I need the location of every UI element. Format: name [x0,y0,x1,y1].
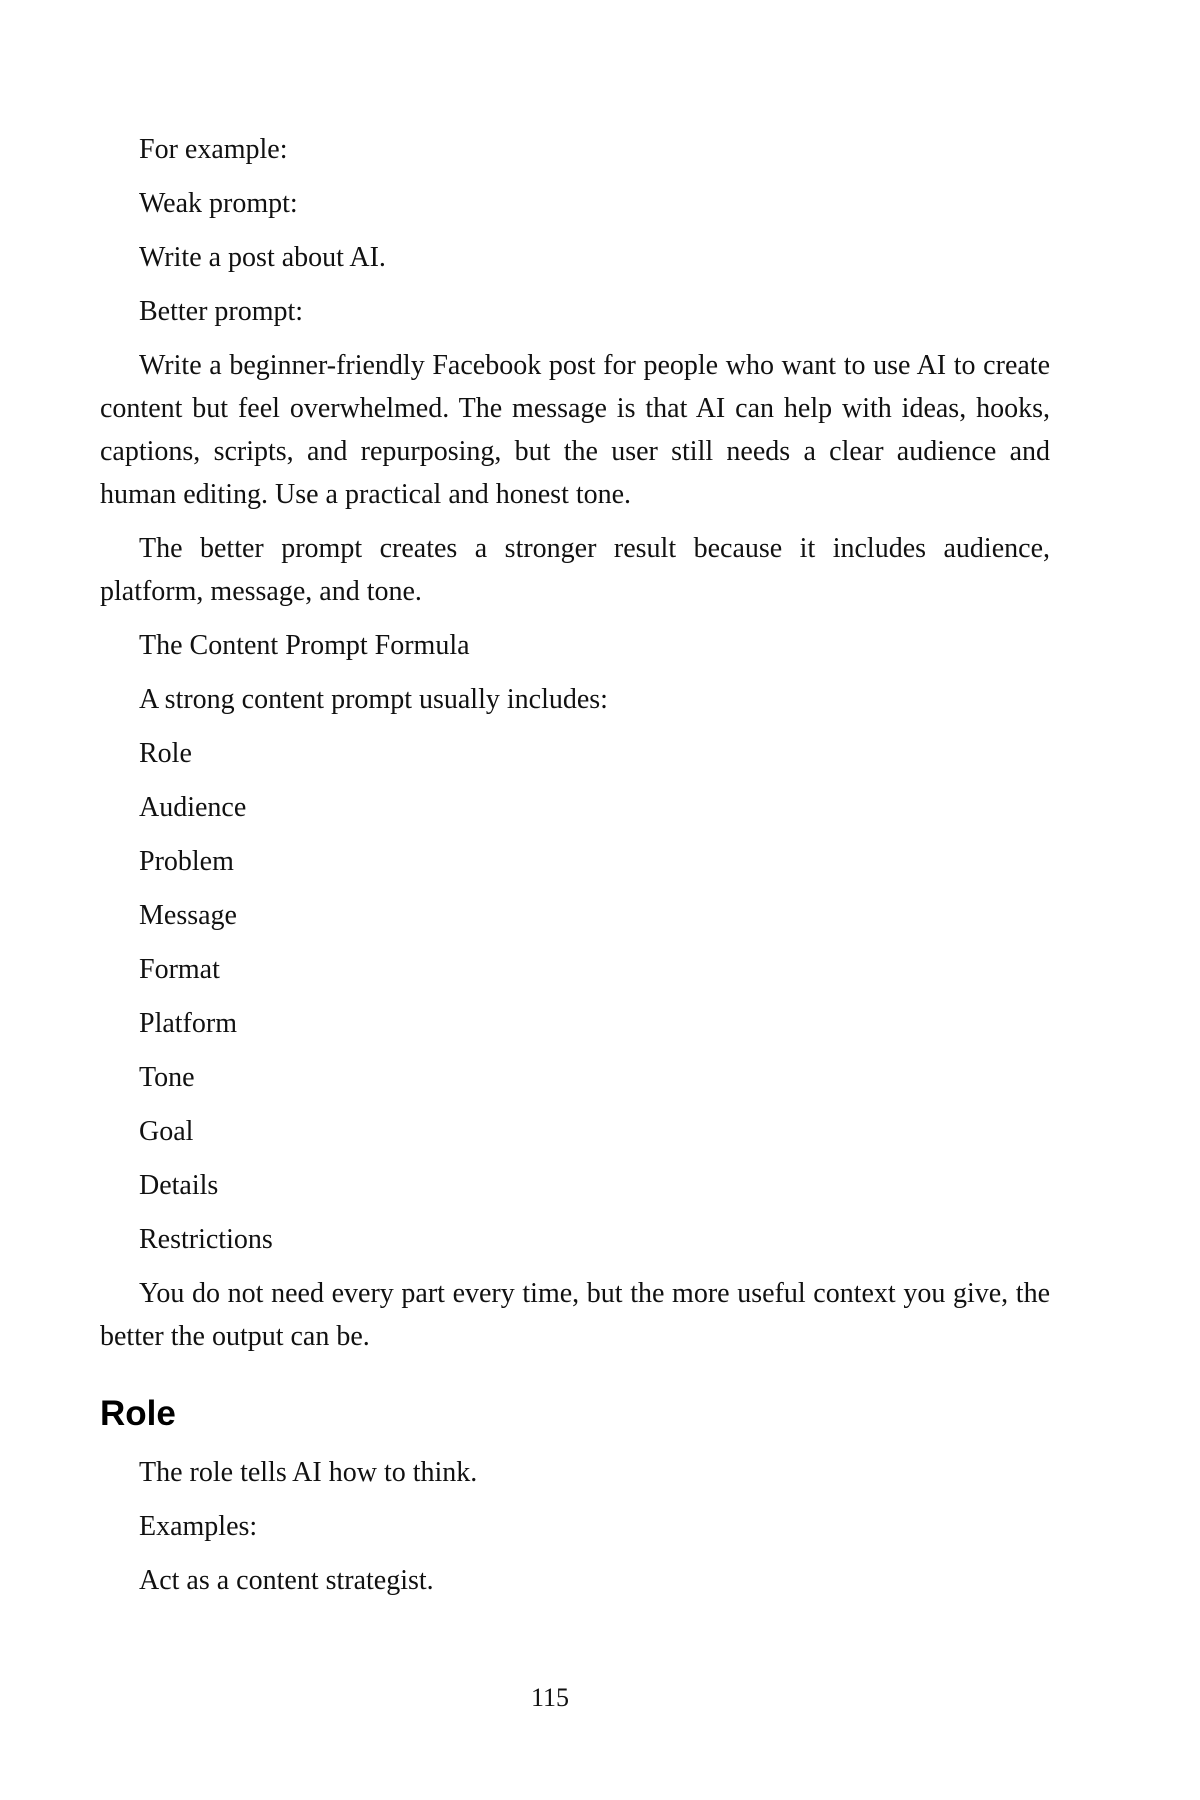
list-item: Tone [139,1062,195,1093]
paragraph: Write a post about AI. [139,242,386,273]
paragraph: Better prompt: [139,296,304,327]
paragraph: The better prompt creates a stronger result because it includes audience, platform, message, and tone. [100,533,1050,607]
paragraph: The role tells AI how to think. [139,1457,478,1488]
page-number: 115 [530,1683,570,1712]
paragraph: A strong content prompt usually includes: [139,684,608,715]
paragraph: Act as a content strategist. [139,1565,434,1596]
list-item: Platform [139,1008,237,1039]
list-item: Goal [139,1116,194,1147]
page-body [100,128,1050,1613]
list-item: Audience [139,792,247,823]
paragraph: Write a beginner-friendly Facebook post for people who want to use AI to create content but feel overwhelmed. The message is that AI can help with ideas, hooks, captions, scripts, and repurposing, but the user still needs a clear audience and human editing. Use a practical and honest tone. [100,350,1050,510]
paragraph: You do not need every part every time, but the more useful context you give, the better the output can be. [100,1278,1050,1352]
list-item: Format [139,954,220,985]
section-heading: Role [100,1394,176,1433]
paragraph: For example: [139,134,288,165]
paragraph: Examples: [139,1511,258,1542]
paragraph: Weak prompt: [139,188,298,219]
list-item: Problem [139,846,234,877]
paragraph: The Content Prompt Formula [139,630,470,661]
list-item: Details [139,1170,219,1201]
list-item: Message [139,900,237,931]
list-item: Role [139,738,192,769]
list-item: Restrictions [139,1224,273,1255]
